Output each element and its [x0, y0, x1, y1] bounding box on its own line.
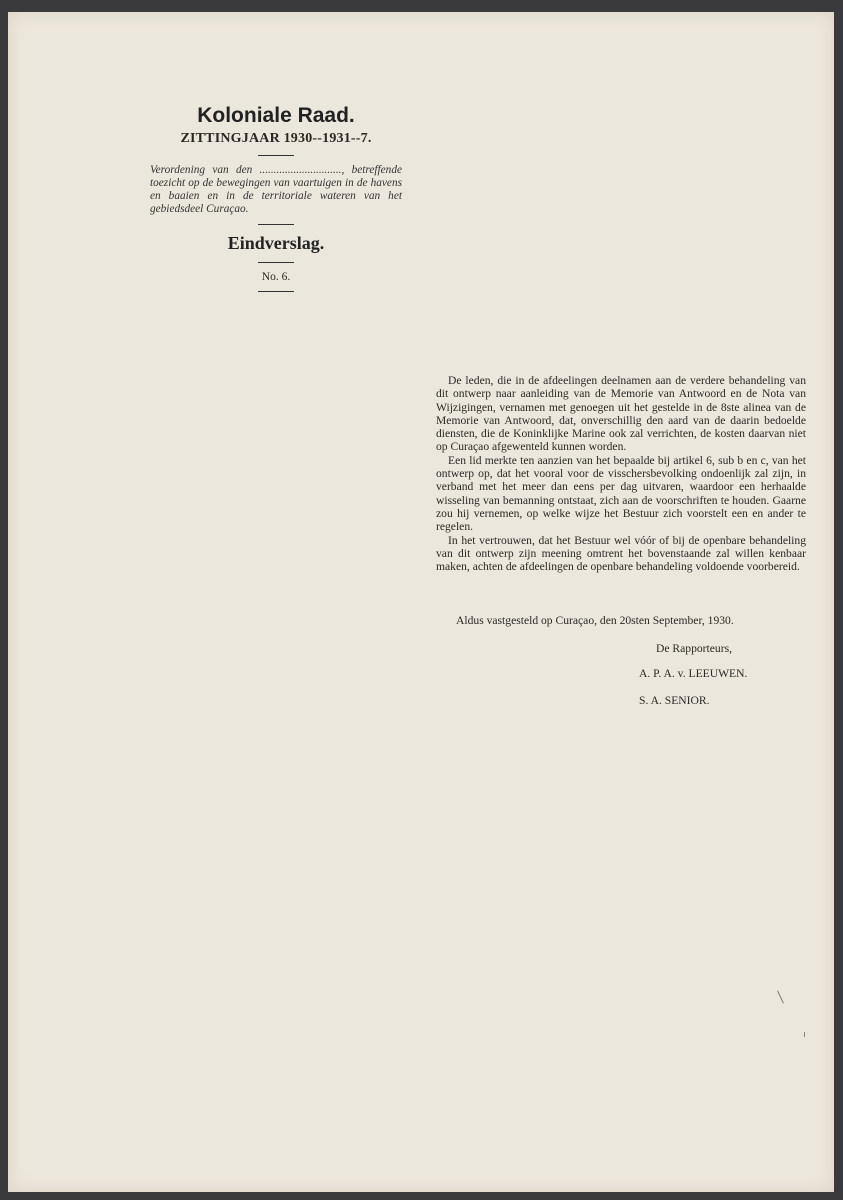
document-header — [148, 104, 404, 300]
ordinance-subject: Verordening van den ............................., betreffende toezicht op de bewegingen van vaartuigen in de havens en baaien en in de territoriale wateren van het gebiedsdeel Curaçao. — [150, 164, 402, 215]
rapporteurs-label: De Rapporteurs, — [656, 642, 732, 655]
session-year: ZITTINGJAAR 1930--1931--7. — [180, 131, 372, 146]
divider — [258, 291, 294, 292]
pencil-mark — [777, 990, 784, 1003]
body-paragraph: Een lid merkte ten aanzien van het bepaalde bij artikel 6, sub b en c, van het ontwerp op, dat het vooral voor de visschersbevolking ondoenlijk zal zijn, in verband met het meer dan eens per dag uitvaren, waardoor een herhaalde wisseling van bemanning ontstaat, zich aan de voorschriften te houden. Gaarne zou hij vernemen, op welke wijze het Bestuur zich voorstelt een en ander te regelen. — [436, 453, 806, 534]
report-type: Eindverslag. — [227, 233, 325, 253]
adoption-line: Aldus vastgesteld op Curaçao, den 20sten September, 1930. — [456, 614, 734, 627]
body-paragraph: De leden, die in de afdeelingen deelnamen aan de verdere behandeling van dit ontwerp naar aanleiding van de Memorie van Antwoord en de Nota van Wijzigingen, vernamen met genoegen uit het gestelde in de 8ste alinea van de Memorie van Antwoord, dat, onverschillig den aard van de daarin bedoelde diensten, die de Koninklijke Marine ook zal verrichten, de kosten daarvan niet op Curaçao afgewenteld kunnen worden. — [436, 374, 806, 454]
body-paragraph: In het vertrouwen, dat het Bestuur wel vóór of bij de openbare behandeling van dit ontwerp zijn meening omtrent het bovenstaande zal willen kenbaar maken, achten de afdeelingen de openbare behandeling voldoende voorbereid. — [436, 533, 806, 574]
divider — [258, 262, 294, 263]
rapporteur-name: S. A. SENIOR. — [639, 694, 710, 707]
divider — [258, 224, 294, 225]
report-number: No. 6. — [261, 271, 291, 283]
rapporteur-name: A. P. A. v. LEEUWEN. — [639, 667, 748, 680]
pencil-mark — [804, 1032, 805, 1037]
report-body — [436, 374, 806, 573]
divider — [258, 155, 294, 156]
document-page — [8, 12, 834, 1192]
council-title: Koloniale Raad. — [197, 104, 355, 127]
